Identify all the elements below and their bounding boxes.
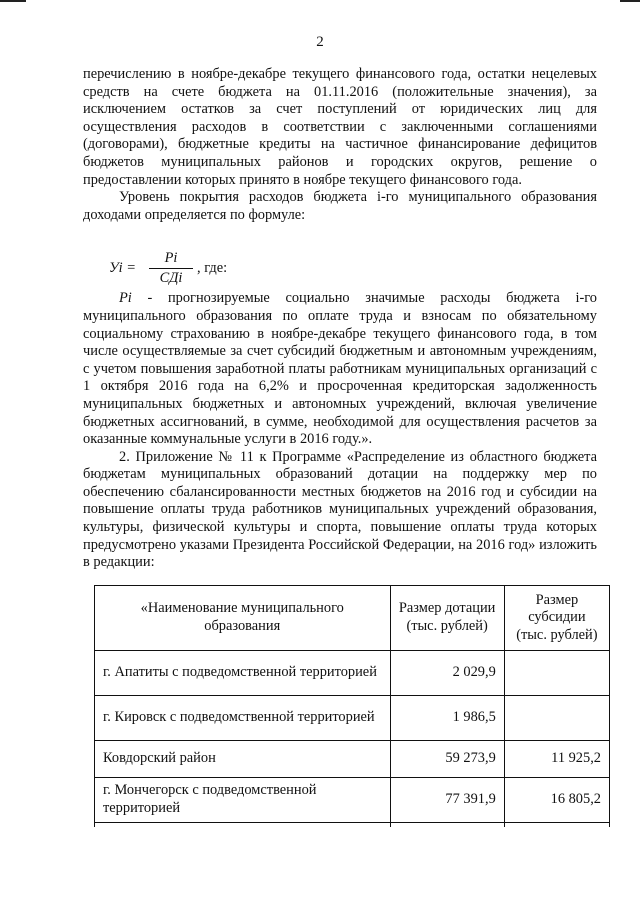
row-grant: 2 029,9 — [390, 651, 504, 696]
row-subsidy: 11 925,2 — [504, 741, 609, 778]
page-number: 2 — [316, 34, 324, 50]
top-right-rule — [620, 0, 640, 2]
row-subsidy — [504, 696, 609, 741]
row-name: г. Мончегорск с подведомственной территорией — [95, 778, 391, 823]
row-grant: 77 391,9 — [390, 778, 504, 823]
formula-fraction — [149, 250, 193, 288]
row-name: г. Кировск с подведомственной территорией — [95, 696, 391, 741]
header-grant: Размер дотации (тыс. рублей) — [390, 586, 504, 651]
table-row — [95, 741, 610, 778]
table-row — [95, 696, 610, 741]
table-row — [95, 778, 610, 823]
row-name: г. Апатиты с подведомственной территорией — [95, 651, 391, 696]
allocation-table — [94, 585, 610, 827]
table-trailing-row — [95, 823, 610, 828]
formula-denominator: СДi — [159, 270, 183, 287]
table-header-row — [95, 586, 610, 651]
coverage-formula — [109, 250, 597, 290]
header-name: «Наименование муниципального образования — [95, 586, 391, 651]
formula-tail: , где: — [197, 260, 228, 277]
paragraph-continuation: перечислению в ноябре-декабре текущего финансового года, остатки нецелевых средств на счете бюджета на 01.11.2016 (положительные значения), за исключением остатков за счет поступлений от юридических лиц для осуществления расходов в соответствии с заключенными соглашениями (договорами), бюджетные кредиты на частичное финансирование дефицитов бюджетов муниципальных районов и городских округов, решение о предоставлении которых принято в ноябре текущего финансового года. — [83, 66, 597, 188]
row-subsidy: 16 805,2 — [504, 778, 609, 823]
fraction-bar — [149, 268, 193, 269]
formula-numerator: Pi — [164, 250, 178, 267]
definition-symbol: Pi — [119, 290, 132, 307]
paragraph-coverage-level: Уровень покрытия расходов бюджета i-го муниципального образования доходами определяется по формуле: — [83, 189, 597, 223]
paragraph-definition — [83, 290, 597, 448]
top-left-rule — [0, 0, 26, 2]
document-body — [83, 66, 597, 572]
row-subsidy — [504, 651, 609, 696]
definition-text: - прогнозируемые социально значимые расходы бюджета i-го муниципального образования по оплате труда и взносам по обязательному социальному страхованию в ноябре-декабре текущего финансового года, в том числе осуществляемые за счет субсидий бюджетным и автономным учреждениям, с учетом повышения заработной платы работникам муниципальных организаций с 1 октября 2016 года на 6,2% и просроченная кредиторская задолженность муниципальных бюджетных и автономных учреждений, включая увеличение бюджетных ассигнований, в сумме, необходимой для осуществления расчетов за оказанные коммунальные услуги в 2016 году.». — [83, 290, 597, 448]
row-grant: 59 273,9 — [390, 741, 504, 778]
header-subsidy: Размер субсидии (тыс. рублей) — [504, 586, 609, 651]
row-grant: 1 986,5 — [390, 696, 504, 741]
row-name: Ковдорский район — [95, 741, 391, 778]
formula-lhs: Уi = — [109, 260, 136, 277]
paragraph-appendix: 2. Приложение № 11 к Программе «Распределение из областного бюджета бюджетам муниципальных образований дотации на поддержку мер по обеспечению сбалансированности местных бюджетов на 2016 год и субсидии на повышение оплаты труда работников муниципальных учреждений образования, культуры, физической культуры и спорта, повышение оплаты труда которых предусмотрено указами Президента Российской Федерации, на 2016 год» изложить в редакции: — [83, 448, 597, 571]
table-row — [95, 651, 610, 696]
